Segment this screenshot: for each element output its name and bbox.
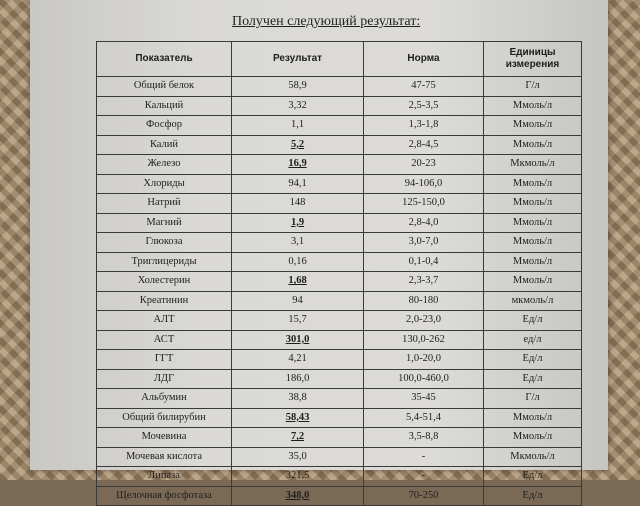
cell-result: 301,0 [232,330,364,350]
cell-unit: Ед/л [484,467,582,487]
table-row [97,77,582,97]
cell-result: 15,7 [232,311,364,331]
cell-parameter: ГГТ [97,350,232,370]
table-row [97,447,582,467]
cell-result: 58,43 [232,408,364,428]
cell-parameter: Хлориды [97,174,232,194]
cell-norm: - [364,447,484,467]
cell-unit: Ед/л [484,486,582,506]
cell-unit: Ммоль/л [484,174,582,194]
header-parameter: Показатель [97,42,232,77]
cell-unit: ед/л [484,330,582,350]
cell-parameter: Общий билирубин [97,408,232,428]
table-row [97,350,582,370]
cell-result: 38,8 [232,389,364,409]
cell-norm: 2,8-4,5 [364,135,484,155]
cell-norm: 94-106,0 [364,174,484,194]
table-row [97,311,582,331]
cell-parameter: Натрий [97,194,232,214]
table-row [97,174,582,194]
cell-result: 94 [232,291,364,311]
cell-unit: Ммоль/л [484,408,582,428]
table-row [97,213,582,233]
cell-parameter: Фосфор [97,116,232,136]
cell-result: 16,9 [232,155,364,175]
document-title: Получен следующий результат: [232,14,421,29]
table-row [97,389,582,409]
cell-parameter: Кальций [97,96,232,116]
cell-norm: - [364,467,484,487]
cell-unit: Ед/л [484,369,582,389]
cell-parameter: Триглицериды [97,252,232,272]
cell-unit: Ед/л [484,350,582,370]
table-row [97,194,582,214]
cell-result: 3,1 [232,233,364,253]
cell-unit: Мкмоль/л [484,155,582,175]
cell-parameter: Мочевина [97,428,232,448]
table-row [97,96,582,116]
cell-unit: Ммоль/л [484,96,582,116]
table-row [97,408,582,428]
table-row [97,252,582,272]
cell-result: 0,16 [232,252,364,272]
table-row [97,291,582,311]
cell-result: 7,2 [232,428,364,448]
cell-unit: Ммоль/л [484,252,582,272]
cell-unit: Ммоль/л [484,194,582,214]
cell-result: 1,9 [232,213,364,233]
cell-parameter: Щелочная фосфотаза [97,486,232,506]
cell-norm: 2,5-3,5 [364,96,484,116]
cell-parameter: Глюкоза [97,233,232,253]
cell-parameter: Холестерин [97,272,232,292]
lab-results-table [96,41,582,506]
table-row [97,116,582,136]
cell-unit: Г/л [484,77,582,97]
cell-norm: 35-45 [364,389,484,409]
cell-unit: Ммоль/л [484,233,582,253]
table-row [97,428,582,448]
cell-unit: Ммоль/л [484,428,582,448]
cell-parameter: Железо [97,155,232,175]
table-header-row [97,42,582,77]
cell-parameter: Креатинин [97,291,232,311]
cell-result: 58,9 [232,77,364,97]
cell-unit: Ммоль/л [484,272,582,292]
cell-parameter: Липаза [97,467,232,487]
cell-parameter: АЛТ [97,311,232,331]
cell-norm: 70-250 [364,486,484,506]
cell-unit: Г/л [484,389,582,409]
cell-norm: 80-180 [364,291,484,311]
cell-result: 5,2 [232,135,364,155]
cell-unit: Ммоль/л [484,116,582,136]
cell-norm: 2,0-23,0 [364,311,484,331]
cell-norm: 130,0-262 [364,330,484,350]
cell-result: 1,68 [232,272,364,292]
cell-norm: 100,0-460,0 [364,369,484,389]
header-result: Результат [232,42,364,77]
header-unit: Единицы измерения [484,42,582,77]
cell-unit: Ммоль/л [484,135,582,155]
table-row [97,155,582,175]
table-row [97,272,582,292]
cell-unit: Ед/л [484,311,582,331]
cell-norm: 3,5-8,8 [364,428,484,448]
cell-unit: мкмоль/л [484,291,582,311]
table-row [97,467,582,487]
table-row [97,135,582,155]
cell-norm: 3,0-7,0 [364,233,484,253]
table-row [97,233,582,253]
cell-result: 4,21 [232,350,364,370]
cell-norm: 1,3-1,8 [364,116,484,136]
table-row [97,486,582,506]
cell-parameter: Мочевая кислота [97,447,232,467]
cell-unit: Мкмоль/л [484,447,582,467]
table-row [97,330,582,350]
cell-norm: 2,3-3,7 [364,272,484,292]
cell-parameter: АСТ [97,330,232,350]
cell-parameter: ЛДГ [97,369,232,389]
cell-result: 348,0 [232,486,364,506]
cell-parameter: Калий [97,135,232,155]
cell-result: 35,0 [232,447,364,467]
cell-unit: Ммоль/л [484,213,582,233]
header-norm: Норма [364,42,484,77]
cell-norm: 1,0-20,0 [364,350,484,370]
table-row [97,369,582,389]
cell-norm: 5,4-51,4 [364,408,484,428]
cell-result: 94,1 [232,174,364,194]
cell-norm: 2,8-4,0 [364,213,484,233]
cell-result: 148 [232,194,364,214]
cell-norm: 20-23 [364,155,484,175]
cell-norm: 0,1-0,4 [364,252,484,272]
cell-parameter: Альбумин [97,389,232,409]
table-body [97,77,582,506]
cell-result: 1,1 [232,116,364,136]
cell-result: 3,32 [232,96,364,116]
cell-parameter: Магний [97,213,232,233]
cell-result: 321,5 [232,467,364,487]
cell-norm: 125-150,0 [364,194,484,214]
cell-result: 186,0 [232,369,364,389]
cell-parameter: Общий белок [97,77,232,97]
cell-norm: 47-75 [364,77,484,97]
